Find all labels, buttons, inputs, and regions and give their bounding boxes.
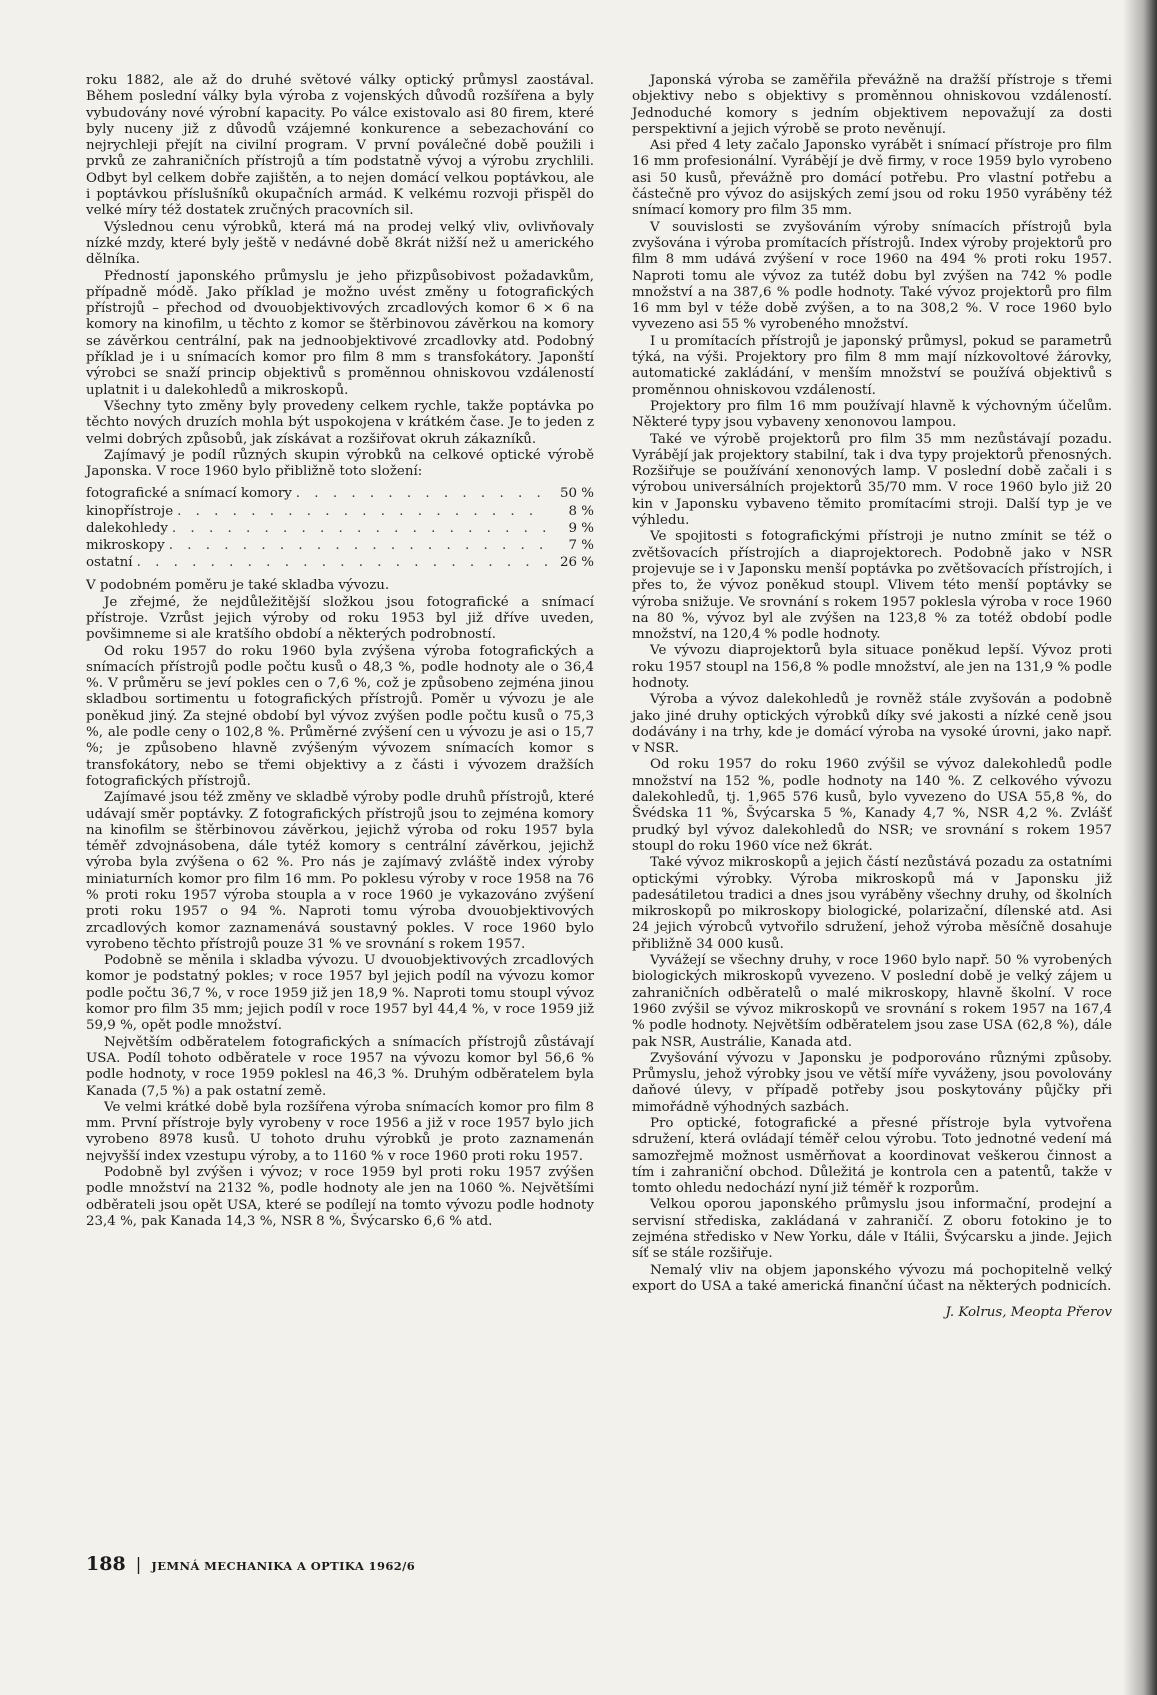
paragraph: Ve vývozu diaprojektorů byla situace poněkud lepší. Vývoz proti roku 1957 stoupl na 156,8 % podle množství, ale jen na 131,9 % podle hodnoty. — [632, 643, 1112, 691]
leader-dots — [169, 538, 548, 554]
paragraph: Ve spojitosti s fotografickými přístroji je nutno zmínit se též o zvětšovacích přístrojích a diaprojektorech. Podobně jako v NSR projevuje se i v Japonsku menší poptávka po zvětšovacích přístrojích, i přes to, že vývoz poněkud stoupl. Vlivem této menší poptávky se výroba snižuje. Ve srovnání s rokem 1957 poklesla výroba v roce 1960 na 80 %, vývoz byl ale zvýšen na 123,8 % za totéž období podle množství, na 120,4 % podle hodnoty. — [632, 529, 1112, 643]
table-value: 7 % — [568, 537, 594, 553]
table-label: fotografické a snímací komory — [86, 486, 292, 502]
table-row — [86, 555, 594, 572]
page-footer — [86, 1553, 415, 1575]
page-number: 188 — [86, 1553, 126, 1575]
left-column — [86, 73, 594, 1230]
paragraph: Výslednou cenu výrobků, která má na prodej velký vliv, ovlivňovaly nízké mzdy, které byly ještě v nedávné době 8krát nižší než u amerického dělníka. — [86, 219, 594, 268]
table-row — [86, 538, 594, 555]
paragraph: Velkou oporou japonského průmyslu jsou informační, prodejní a servisní střediska, zakládaná v zahraničí. Z oboru fotokino je to zejména středisko v New Yorku, dále v Itálii, Švýcarsku a jinde. Jejich síť se stále rozšiřuje. — [632, 1197, 1112, 1262]
leader-dots — [177, 504, 548, 520]
paragraph: Od roku 1957 do roku 1960 byla zvýšena výroba fotografických a snímacích přístrojů podle počtu kusů o 48,3 %, podle hodnoty ale o 36,4 %. V průměru se jeví pokles cen o 7,6 %, což je způsobeno zejména jinou skladbou sortimentu u fotografických přístrojů. Poměr u vývozu je ale poněkud jiný. Za stejné období byl vývoz zvýšen podle počtu kusů o 75,3 %, ale podle ceny o 102,8 %. Průměrné zvýšení cen u vývozu je asi o 15,7 %; je způsobeno hlavně zvýšeným vývozem snímacích komor s transfokátory, nebo se třemi objektivy a z části i vývozem dražších fotografických přístrojů. — [86, 643, 594, 789]
table-row — [86, 504, 594, 521]
table-label: dalekohledy — [86, 520, 168, 536]
paragraph: Ve velmi krátké době byla rozšířena výroba snímacích komor pro film 8 mm. První přístroje byly vyrobeny v roce 1956 a již v roce 1957 bylo jich vyrobeno 8978 kusů. U tohoto druhu výrobků je proto zaznamenán nejvyšší index vzestupu výroby, a to 1160 % v roce 1960 proti roku 1957. — [86, 1099, 594, 1164]
table-label: kinopřístroje — [86, 503, 174, 519]
table-value: 9 % — [568, 520, 594, 536]
paragraph: Od roku 1957 do roku 1960 zvýšil se vývoz dalekohledů podle množství na 152 %, podle hodnoty na 140 %. Z celkového vývozu dalekohledů, tj. 1,965 576 kusů, bylo vyvezeno do USA 55,8 %, do Švédska 11 %, Švýcarska 5 %, Kanady 4,7 %, NSR 4,2 %. Zvlášť prudký byl vývoz dalekohledů do NSR; ve srovnání s rokem 1957 stoupl do roku 1960 více než 6krát. — [632, 757, 1112, 854]
footer-separator: | — [135, 1555, 142, 1575]
table-value: 50 % — [559, 486, 594, 502]
page-edge-shadow — [1123, 0, 1157, 1695]
paragraph: Projektory pro film 16 mm používají hlavně k výchovným účelům. Některé typy jsou vybaveny xenonovou lampou. — [632, 398, 1112, 431]
author-signature: J. Kolrus, Meopta Přerov — [945, 1305, 1112, 1321]
leader-dots — [137, 555, 548, 571]
paragraph: V souvislosti se zvyšováním výroby snímacích přístrojů byla zvyšována i výroba promítacích přístrojů. Index výroby projektorů pro film 8 mm udává zvýšení v roce 1960 na 494 % proti roku 1957. Naproti tomu ale vývoz za tutéž dobu byl zvýšen na 742 % podle množství a na 387,6 % podle hodnoty. Také vývoz projektorů pro film 16 mm byl v téže době zvýšen, a to na 308,2 %. V roce 1960 bylo vyvezeno asi 55 % vyrobeného množství. — [632, 219, 1112, 333]
paragraph: Zajímavý je podíl různých skupin výrobků na celkové optické výrobě Japonska. V roce 1960 bylo přibližně toto složení: — [86, 447, 594, 480]
table-label: mikroskopy — [86, 537, 165, 553]
paragraph: I u promítacích přístrojů je japonský průmysl, pokud se parametrů týká, na výši. Projektory pro film 8 mm mají nízkovoltové žárovky, automatické zakládání, v menším množství se používá objektivů s proměnnou ohniskovou vzdáleností. — [632, 333, 1112, 398]
paragraph: Také vývoz mikroskopů a jejich částí nezůstává pozadu za ostatními optickými výrobky. Výroba mikroskopů má v Japonsku již padesátiletou tradici a dnes jsou vyráběny všechny druhy, od školních mikroskopů po mikroskopy biologické, polarizační, dílenské atd. Asi 24 jejich výrobců vytvořilo sdružení, jehož výroba měsíčně dosahuje přibližně 34 000 kusů. — [632, 855, 1112, 952]
paragraph: Všechny tyto změny byly provedeny celkem rychle, takže poptávka po těchto nových druzích mohla být uspokojena v krátkém čase. Je to jeden z velmi dobrých způsobů, jak získávat a rozšiřovat okruh zákazníků. — [86, 398, 594, 447]
paragraph: Nemalý vliv na objem japonského vývozu má pochopitelně velký export do USA a také americká finanční účast na některých podnicích. — [632, 1262, 1112, 1294]
paragraph: Asi před 4 lety začalo Japonsko vyrábět i snímací přístroje pro film 16 mm profesionální. Vyrábějí je dvě firmy, v roce 1959 bylo vyrobeno asi 50 kusů, převážně pro domácí potřebu. Pro vlastní potřebu a částečně pro vývoz do asijských zemí jsou od roku 1950 vyráběny též snímací komory pro film 35 mm. — [632, 138, 1112, 219]
leader-dots — [172, 521, 548, 537]
table-label: ostatní — [86, 555, 133, 571]
paragraph: Pro optické, fotografické a přesné přístroje byla vytvořena sdružení, která ovládají téměř celou výrobu. Toto jednotné vedení má samozřejmě možnost usměrňovat a koordinovat veškerou činnost a tím i zahraniční obchod. Důležitá je kontrola cen a patentů, takže v tomto ohledu nedochází nyní již téměř k rozporům. — [632, 1116, 1112, 1197]
paragraph: Vyvážejí se všechny druhy, v roce 1960 bylo např. 50 % vyrobených biologických mikroskopů vyvezeno. V poslední době je velký zájem u zahraničních odběratelů o malé mikroskopy, hlavně školní. V roce 1960 zvýšil se vývoz mikroskopů ve srovnání s rokem 1957 na 167,4 % podle hodnoty. Největším odběratelem jsou zase USA (62,8 %), dále pak NSR, Austrálie, Kanada atd. — [632, 953, 1112, 1050]
paragraph: roku 1882, ale až do druhé světové války optický průmysl zaostával. Během poslední války byla výroba z vojenských důvodů rozšířena a byly vybudovány nové výrobní kapacity. Po válce existovalo asi 80 firem, které byly nuceny již z důvodů vzájemné konkurence a sebezachování co nejrychleji přejít na civilní program. V první poválečné době použili i prvků ze zahraničních přístrojů a tím podstatně vývoj a výrobu zrychlili. Odbyt byl celkem dobře zajištěn, a to nejen domácí velkou poptávkou, ale i poptávkou příslušníků okupačních armád. K velkému rozvoji přispěl do velké míry též dostatek zručných pracovních sil. — [86, 73, 594, 219]
paragraph: Zajímavé jsou též změny ve skladbě výroby podle druhů přístrojů, které udávají směr poptávky. Z fotografických přístrojů jsou to zejména komory na kinofilm se štěrbinovou závěrkou, jejichž výroba od roku 1957 byla téměř zdvojnásobena, dále tytéž komory s centrální závěrkou, jejichž výroba byla zvýšena o 62 %. Pro nás je zajímavý zvláště index výroby miniaturních komor pro film 16 mm. Po poklesu výroby v roce 1958 na 76 % proti roku 1957 výroba stoupla a v roce 1960 je vykazováno zvýšení proti roku 1957 o 94 %. Naproti tomu výroba dvouobjektivových zrcadlových komor zaznamenává soustavný pokles. V roce 1960 bylo vyrobeno těchto přístrojů pouze 31 % ve srovnání s rokem 1957. — [86, 790, 594, 952]
production-share-table — [86, 486, 594, 572]
paragraph: Největším odběratelem fotografických a snímacích přístrojů zůstávají USA. Podíl tohoto odběratele v roce 1957 na vývozu komor byl 56,6 % podle hodnoty, v roce 1959 poklesl na 46,3 %. Druhým odběratelem byla Kanada (7,5 %) a pak ostatní země. — [86, 1034, 594, 1099]
table-row — [86, 521, 594, 538]
paragraph: Podobně byl zvýšen i vývoz; v roce 1959 byl proti roku 1957 zvýšen podle množství na 2132 %, podle hodnoty ale jen na 1060 %. Největšími odběrateli jsou opět USA, které se podílejí na tomto vývozu podle hodnoty 23,4 %, pak Kanada 14,3 %, NSR 8 %, Švýcarsko 6,6 % atd. — [86, 1165, 594, 1229]
paragraph: Japonská výroba se zaměřila převážně na dražší přístroje s třemi objektivy nebo s objektivy s proměnnou ohniskovou vzdáleností. Jednoduché komory s jedním objektivem nepovažují za dosti perspektivní a jejich výrobě se proto nevěnují. — [632, 73, 1112, 137]
paragraph: Podobně se měnila i skladba vývozu. U dvouobjektivových zrcadlových komor je podstatný pokles; v roce 1957 byl jejich podíl na vývozu komor podle počtu 36,7 %, v roce 1959 již jen 18,9 %. Naproti tomu stoupl vývoz komor pro film 35 mm; jejich podíl v roce 1957 byl 44,4 %, v roce 1959 již 59,9 %, opět podle množství. — [86, 953, 594, 1034]
table-row — [86, 486, 594, 503]
paragraph: Zvyšování vývozu v Japonsku je podporováno různými způsoby. Průmyslu, jehož výrobky jsou ve větší míře vyváženy, jsou povolovány daňové úlevy, v případě potřeby jsou poskytovány půjčky při mimořádně výhodných sazbách. — [632, 1050, 1112, 1115]
right-column — [632, 73, 1112, 1322]
paragraph: Předností japonského průmyslu je jeho přizpůsobivost požadavkům, případně módě. Jako příklad je možno uvést změny u fotografických přístrojů – přechod od dvouobjektivových zrcadlových komor 6 × 6 na komory na kinofilm, u těchto z komor se štěrbinovou závěrkou na komory se závěrkou centrální, pak na jednoobjektivové zrcadlovky atd. Podobný příklad je i u snímacích komor pro film 8 mm s transfokátory. Japonští výrobci se snaží princip objektivů s proměnnou ohniskovou vzdáleností uplatnit i u dalekohledů a mikroskopů. — [86, 268, 594, 398]
table-value: 8 % — [568, 503, 594, 519]
table-value: 26 % — [559, 555, 594, 571]
paragraph: V podobném poměru je také skladba vývozu. — [86, 578, 390, 594]
journal-title: JEMNÁ MECHANIKA A OPTIKA 1962/6 — [151, 1559, 416, 1573]
paragraph: Také ve výrobě projektorů pro film 35 mm nezůstávají pozadu. Vyrábějí jak projektory stabilní, tak i dva typy projektorů přenosných. Rozšiřuje se používání xenonových lamp. V poslední době začali i s výrobou universálních projektorů 35/70 mm. V roce 1960 bylo již 20 kin v Japonsku vybaveno těmito promítacími stroji. Další typ je ve výhledu. — [632, 431, 1112, 529]
paragraph: Výroba a vývoz dalekohledů je rovněž stále zvyšován a podobně jako jiné druhy optických výrobků díky své jakosti a nízké ceně jsou dodávány i na trhy, kde je domácí výroba na vysoké úrovni, jako např. v NSR. — [632, 692, 1112, 757]
paragraph: Je zřejmé, že nejdůležitější složkou jsou fotografické a snímací přístroje. Vzrůst jejich výroby od roku 1953 byl již dříve uveden, povšimneme si ale kratšího období a některých podrobností. — [86, 594, 594, 643]
leader-dots — [296, 486, 548, 502]
